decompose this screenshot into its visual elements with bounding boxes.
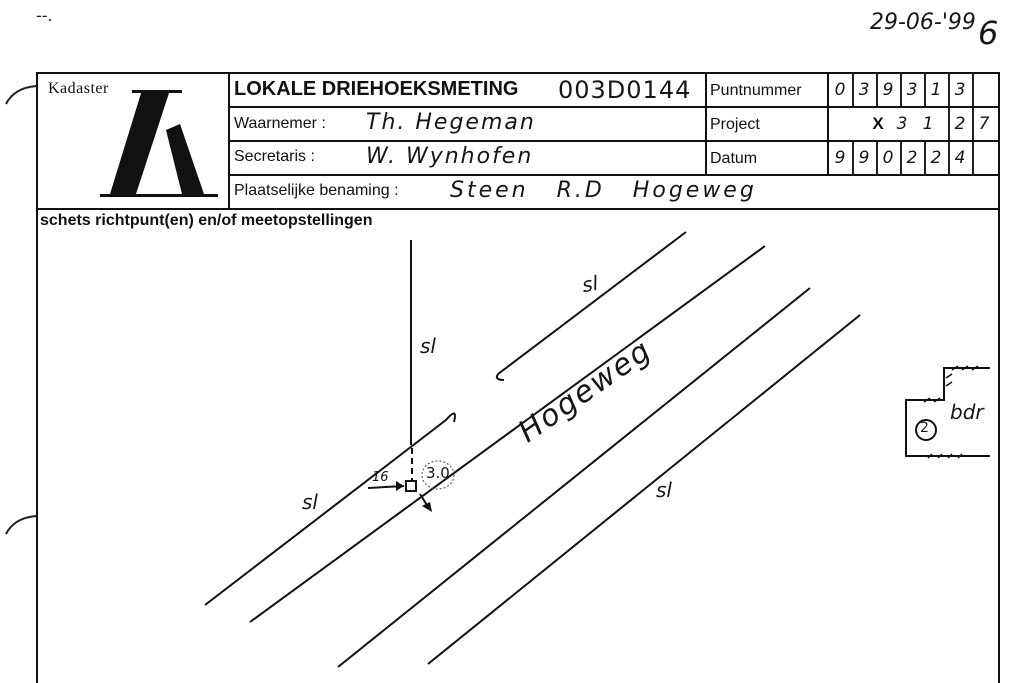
sl-label-bottom: sl bbox=[656, 478, 672, 502]
logo-wordmark: Kadaster bbox=[48, 80, 109, 97]
datum-digit: 2 bbox=[930, 148, 942, 168]
measure-30: 3.0 bbox=[426, 464, 450, 482]
puntnummer-digit: 0 bbox=[834, 80, 846, 100]
project-digit: 2 bbox=[954, 114, 966, 134]
survey-point-marker bbox=[406, 481, 416, 491]
puntnummer-label: Puntnummer bbox=[710, 82, 802, 99]
sketch-heading: schets richtpunt(en) en/of meetopstellingen bbox=[40, 212, 373, 229]
building-label: bdr bbox=[950, 400, 984, 424]
sketch-line-sl-left bbox=[205, 420, 446, 605]
measure-16: 16 bbox=[372, 470, 389, 485]
plaatselijke-label: Plaatselijke benaming : bbox=[234, 182, 399, 199]
datum-digit: 0 bbox=[882, 148, 894, 168]
puntnummer-digit: 3 bbox=[954, 80, 966, 100]
datum-digit: 2 bbox=[906, 148, 918, 168]
measure-arrow-down-head bbox=[422, 502, 432, 512]
secretaris-value: W. Wynhofen bbox=[366, 144, 534, 169]
sketch-line-upper-arrow bbox=[498, 232, 686, 374]
sl-label-top: sl bbox=[580, 270, 600, 298]
plaatselijke-value: Steen R.D Hogeweg bbox=[450, 178, 757, 203]
sl-label-left: sl bbox=[302, 490, 318, 514]
datum-digit: 9 bbox=[858, 148, 870, 168]
measure-arrow-16-head bbox=[396, 481, 404, 491]
form-title: LOKALE DRIEHOEKSMETING bbox=[234, 78, 519, 100]
datum-label: Datum bbox=[710, 150, 758, 167]
datum-digit: 4 bbox=[954, 148, 966, 168]
sl-label-vertical: sl bbox=[420, 334, 436, 358]
title-code: 003D0144 bbox=[558, 76, 692, 104]
project-digit: X bbox=[872, 114, 884, 133]
project-digit: 3 bbox=[896, 114, 908, 134]
puntnummer-digit: 9 bbox=[882, 80, 894, 100]
sketch-arrowhead-upper bbox=[497, 374, 504, 380]
date-note: 29-06-'99 bbox=[870, 10, 976, 35]
project-label: Project bbox=[710, 116, 760, 133]
sketch-road-edge-1 bbox=[250, 246, 765, 622]
datum-digit: 9 bbox=[834, 148, 846, 168]
puntnummer-digit: 3 bbox=[906, 80, 918, 100]
logo-monogram-letter: K bbox=[38, 74, 39, 75]
sketch-road-edge-2 bbox=[338, 288, 810, 667]
project-digit: 1 bbox=[922, 114, 934, 134]
sketch-arrowhead-left bbox=[446, 413, 455, 422]
project-digit: 7 bbox=[978, 114, 990, 134]
puntnummer-digit: 1 bbox=[930, 80, 942, 100]
page-number: 6 bbox=[978, 14, 999, 52]
waarnemer-value: Th. Hegeman bbox=[366, 110, 536, 135]
corner-mark: --. bbox=[36, 6, 53, 25]
secretaris-label: Secretaris : bbox=[234, 148, 315, 165]
road-name: Hogeweg bbox=[511, 332, 659, 450]
waarnemer-label: Waarnemer : bbox=[234, 115, 326, 132]
building-number: 2 bbox=[920, 420, 929, 436]
puntnummer-digit: 3 bbox=[858, 80, 870, 100]
